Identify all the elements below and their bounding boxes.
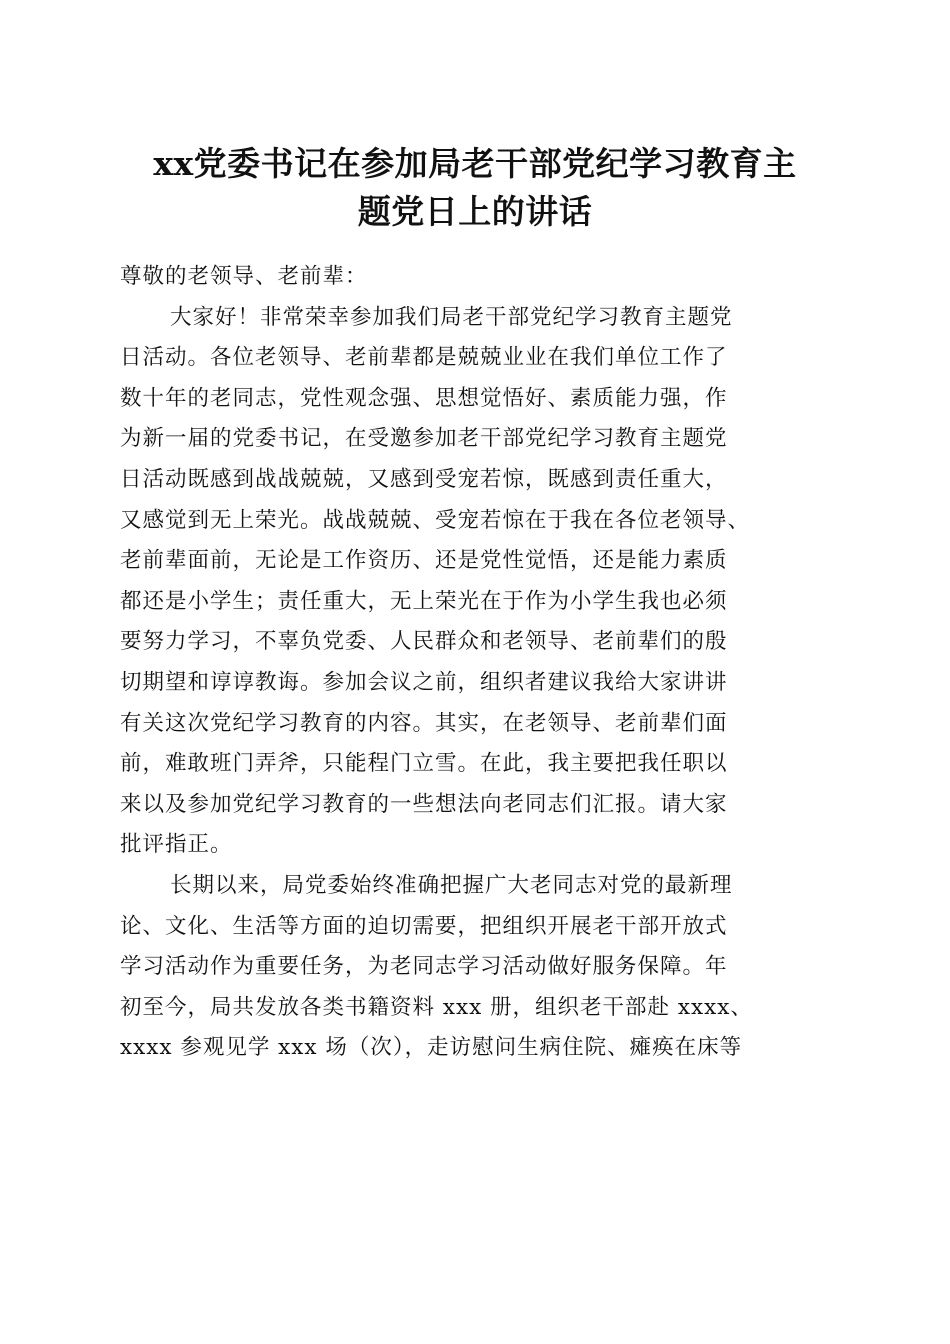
document-body <box>120 257 832 1069</box>
paragraph-1-line: 前，难敢班门弄斧，只能程门立雪。在此，我主要把我任职以 <box>120 751 728 777</box>
paragraph-2-line: 学习活动作为重要任务，为老同志学习活动做好服务保障。年 <box>120 954 728 980</box>
paragraph-1-line: 批评指正。 <box>120 832 233 858</box>
paragraph-1-line: 为新一届的党委书记，在受邀参加老干部党纪学习教育主题党 <box>120 426 728 452</box>
title-line: 题党日上的讲话 <box>357 192 593 231</box>
paragraph-2-line: xxxx 参观见学 xxx 场（次），走访慰问生病住院、瘫痪在床等 <box>120 1035 743 1061</box>
document-title <box>100 140 850 236</box>
salutation: 尊敬的老领导、老前辈： <box>120 264 368 289</box>
paragraph-1-line: 日活动。各位老领导、老前辈都是兢兢业业在我们单位工作了 <box>120 345 728 371</box>
paragraph-2-line: 论、文化、生活等方面的迫切需要，把组织开展老干部开放式 <box>120 913 728 939</box>
paragraph-1-line: 都还是小学生；责任重大，无上荣光在于作为小学生我也必须 <box>120 588 728 614</box>
paragraph-1-line: 老前辈面前，无论是工作资历、还是党性觉悟，还是能力素质 <box>120 548 728 574</box>
paragraph-2-line: 初至今，局共发放各类书籍资料 xxx 册，组织老干部赴 xxxx、 <box>120 994 753 1020</box>
paragraph-1-line: 切期望和谆谆教诲。参加会议之前，组织者建议我给大家讲讲 <box>120 669 728 695</box>
paragraph-1-line: 要努力学习，不辜负党委、人民群众和老领导、老前辈们的殷 <box>120 629 728 655</box>
paragraph-1-line: 大家好！非常荣幸参加我们局老干部党纪学习教育主题党 <box>170 304 733 330</box>
paragraph-2-line: 长期以来，局党委始终准确把握广大老同志对党的最新理 <box>170 872 733 898</box>
paragraph-1-line: 又感觉到无上荣光。战战兢兢、受宠若惊在于我在各位老领导、 <box>120 507 751 533</box>
title-line: xx党委书记在参加局老干部党纪学习教育主 <box>153 144 797 183</box>
paragraph-1-line: 有关这次党纪学习教育的内容。其实，在老领导、老前辈们面 <box>120 710 728 736</box>
paragraph-1-line: 日活动既感到战战兢兢，又感到受宠若惊，既感到责任重大， <box>120 466 728 492</box>
paragraph-1-line: 数十年的老同志，党性观念强、思想觉悟好、素质能力强，作 <box>120 385 728 411</box>
paragraph-1-line: 来以及参加党纪学习教育的一些想法向老同志们汇报。请大家 <box>120 791 728 817</box>
